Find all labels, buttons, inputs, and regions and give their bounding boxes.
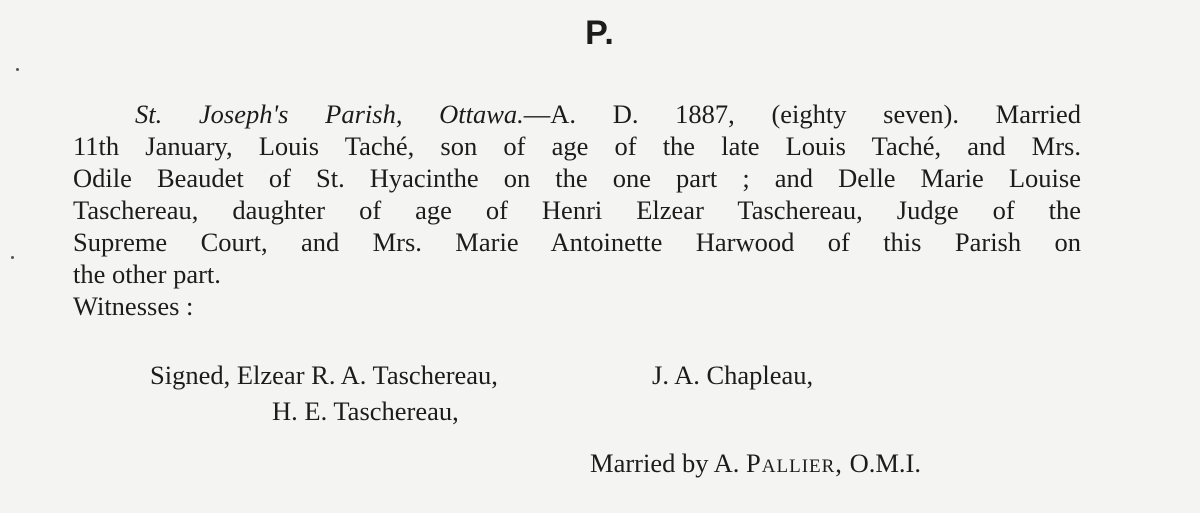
- officiant-line: [590, 448, 921, 479]
- record-line-3: Odile Beaudet of St. Hyacinthe on the one part ; and Delle Marie Louise: [73, 163, 1081, 193]
- officiant-name: Pallier,: [746, 448, 843, 478]
- record-line-5: Supreme Court, and Mrs. Marie Antoinette Harwood of this Parish on: [73, 227, 1081, 257]
- scan-speck: [16, 68, 19, 71]
- record-line-1: [73, 98, 1081, 130]
- witnesses-label: Witnesses :: [73, 291, 194, 321]
- marriage-record-paragraph: [73, 98, 1081, 322]
- signature-he-taschereau: H. E. Taschereau,: [272, 396, 459, 426]
- scan-speck: [11, 256, 14, 259]
- section-letter-heading: P.: [585, 14, 615, 52]
- officiant-order: O.M.I.: [849, 448, 921, 478]
- signature-elzear-taschereau: Signed, Elzear R. A. Taschereau,: [150, 360, 498, 390]
- officiant-prefix: Married by A.: [590, 448, 740, 478]
- parish-name: St. Joseph's Parish, Ottawa.: [135, 99, 524, 129]
- signature-chapleau: J. A. Chapleau,: [652, 360, 814, 390]
- record-date-text: —A. D. 1887, (eighty seven). Married: [523, 99, 1081, 129]
- record-line-2: 11th January, Louis Taché, son of age of the late Louis Taché, and Mrs.: [73, 131, 1081, 161]
- record-line-6: the other part.: [73, 259, 221, 289]
- record-line-4: Taschereau, daughter of age of Henri Elzear Taschereau, Judge of the: [73, 195, 1081, 225]
